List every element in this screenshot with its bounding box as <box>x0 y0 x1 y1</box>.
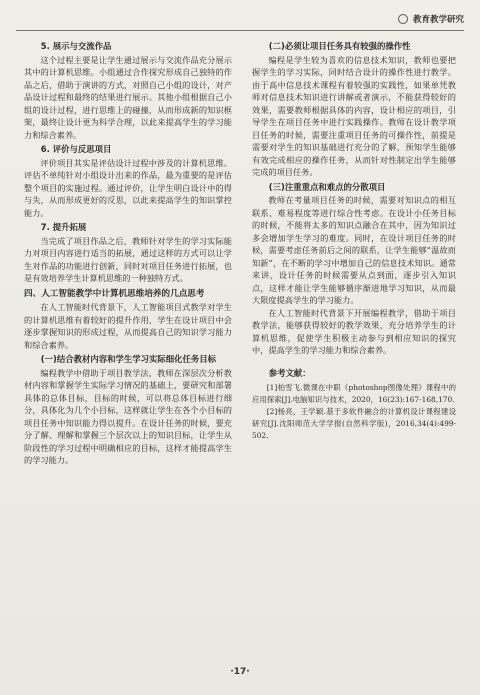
section-6-paragraph: 评价项目其实是评估设计过程中涉及的计算机思维。评估不单纯针对小组设计出来的作品，最为重要的是评估整个项目的实施过程。通过评价，让学生明白设计中的得与失，从而形成更好的反思，以此来提高学生的知识掌控能力。 <box>24 157 232 218</box>
section-5-paragraph: 这个过程主要是让学生通过展示与交流作品充分展示其中的计算机思维。小组通过合作探究形成自己独特的作品之后，借助于演讲的方式，对照自己小组的设计，对产品设计过程和最终的结果进行展示。其他小组根据自己小组的设计过程，进行思维上的碰撞，从而形成新的知识框架，最终让设计更为科学合理，以此来提高学生的学习能力和综合素养。 <box>24 54 232 140</box>
right-column <box>252 38 456 442</box>
references-title: 参考文献： <box>268 367 311 378</box>
reference-2: [2]杨亮，王学颖.基于多软件融合的计算机设计课程建设研究[J].沈阳师范大学学报(自然科学版)，2016,34(4):499-502. <box>252 407 456 440</box>
section-6-title: 6. 评价与反思项目 <box>40 144 112 154</box>
section-7-title: 7. 提升拓展 <box>40 222 87 232</box>
journal-title: 教育教学研究 <box>412 15 464 25</box>
part-4-heading: 四、人工智能教学中计算机思维培养的几点思考 <box>24 288 205 299</box>
subsection-1-title: (一)结合教材内容和学生学习实际细化任务目标 <box>40 354 216 364</box>
page-number: ·17· <box>230 667 250 677</box>
section-5-title: 5. 展示与交流作品 <box>40 41 112 51</box>
subsection-2-paragraph: 编程是学生较为喜欢的信息技术知识，教师也要把握学生的学习实际，同时结合设计的操作性进行教学。由于高中信息技术课程有着较强的实践性，如果单凭教师对信息技术知识进行讲解或者演示，不能获得较好的效果，需要教师根据具体的内容，设计相应的项目，引导学生在项目任务中进行实践操作。教师在设计教学项目任务的时候，需要注重项目任务的可操作性，前提是需要对学生的知识基础进行充分的了解，预知学生能够有效完成相应的操作任务，从而针对性制定出学生能够完成的项目任务。 <box>252 54 456 177</box>
part-4-paragraph: 在人工智能时代背景下，人工智能项目式教学对学生的计算机思维有着较好的提升作用，学生在设计项目中会逐步掌握知识的形成过程，从而提高自己的知识学习能力和综合素养。 <box>24 302 232 350</box>
page-header <box>16 10 464 28</box>
subsection-3-paragraph-2: 在人工智能时代背景下开展编程教学，借助于项目教学法，能够获得较好的教学效果，充分培养学生的计算机思维，促使学生积极主动参与到相应知识的探究中，提高学生的学习能力和综合素养。 <box>252 307 456 355</box>
subsection-3-paragraph-1: 教师在考量项目任务的时候，需要对知识点的相互联系、难易程度等进行综合性考虑。在设计小任务目标的时候，不能将太多的知识点融合在其中，因为知识过多会增加学生学习的难度。同时，在设计项目任务的时候，需要考虑任务前后之间的联系，让学生能够“温故而知新”，在不断的学习中增加自己的信息技术知识。通常来讲，设计任务的时候需要从点到面，逐步引入知识点，这样才能让学生能够循序渐进地学习知识，从而最大限度提高学生的学习能力。 <box>252 195 456 305</box>
header-divider <box>16 30 464 31</box>
circle-icon <box>398 14 408 24</box>
section-7-paragraph: 当完成了项目作品之后，教师针对学生的学习实际能力对项目内容进行适当的拓展，通过这样的方式可以让学生对作品的功能进行创新，同时对项目任务进行拓展，也是有效培养学生计算机思维的一种独特方式。 <box>24 235 232 283</box>
subsection-1-paragraph: 编程教学中借助于项目教学法，教师在深层次分析教材内容和掌握学生实际学习情况的基础上，要研究和部署具体的总体目标，目标的时候，可以将总体目标进行细分，具体化为几个小目标，这样就让学生在各个小目标的项目任务中知识能力得以提升。在设计任务的时候，要充分了解、理解和掌握三个层次以上的知识目标，让学生从阶段性的学习过程中明确相应的目标，这样才能提高学生的学习能力。 <box>24 367 232 465</box>
subsection-3-title: (三)注重重点和难点的分散项目 <box>268 181 386 192</box>
left-column <box>24 38 232 467</box>
subsection-2-title: (二)必须让项目任务具有较强的操作性 <box>268 41 411 51</box>
reference-1: [1]柏雪飞.微课在中职《photoshop图像处理》课程中的应用探索[J].电脑知识与技术，2020，16(23):167-168,170. <box>252 383 456 404</box>
